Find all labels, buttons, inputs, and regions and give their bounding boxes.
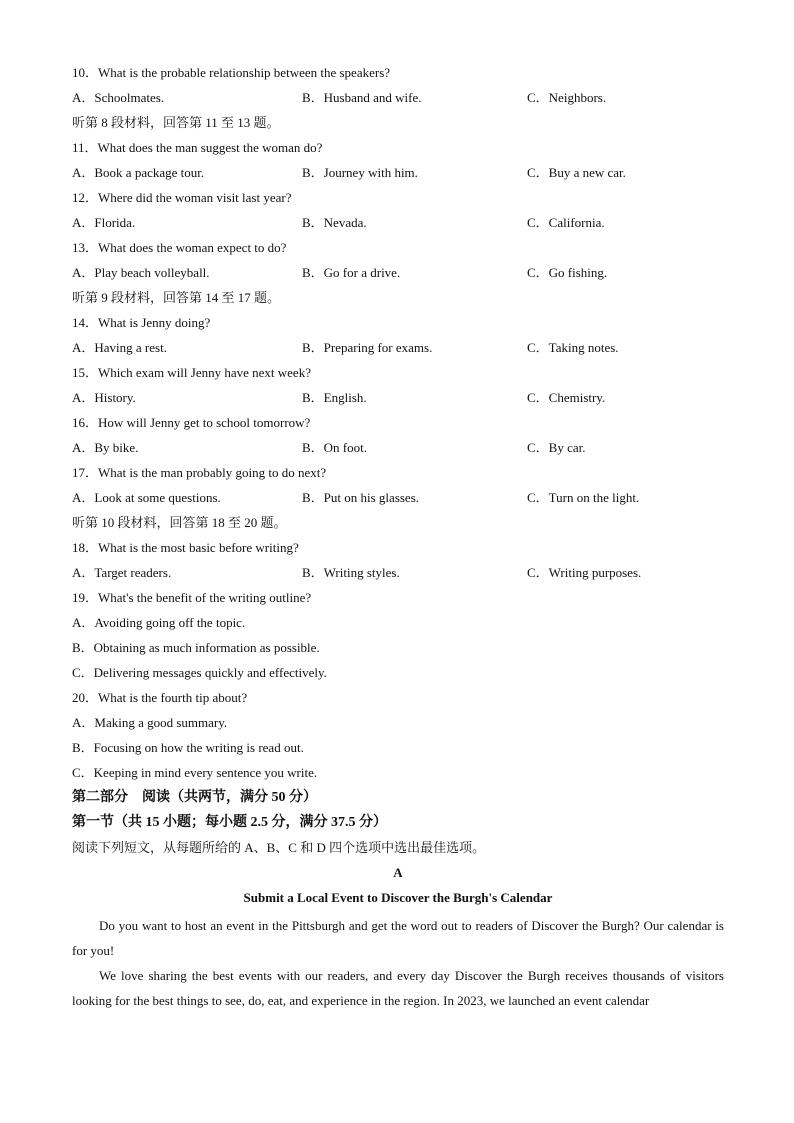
option-a: A．By bike. — [72, 440, 139, 455]
question-11-options — [72, 163, 724, 188]
question-20-stem: 20．What is the fourth tip about? — [72, 690, 248, 705]
option-b: B．Obtaining as much information as possible. — [72, 640, 320, 655]
question-18-options — [72, 563, 724, 588]
option-b: B．On foot. — [302, 440, 368, 455]
option-c: C．Chemistry. — [527, 390, 606, 405]
option-c: C．Writing purposes. — [527, 565, 642, 580]
option-c: C．Go fishing. — [527, 265, 608, 280]
option-b: B．Put on his glasses. — [302, 490, 420, 505]
instruction-segment-9: 听第 9 段材料，回答第 14 至 17 题。 — [72, 290, 281, 305]
question-11-stem: 11．What does the man suggest the woman do? — [72, 140, 323, 155]
instruction-segment-8: 听第 8 段材料，回答第 11 至 13 题。 — [72, 115, 280, 130]
question-18-stem: 18．What is the most basic before writing? — [72, 540, 299, 555]
option-a: A．Play beach volleyball. — [72, 265, 210, 280]
instruction-segment-10: 听第 10 段材料，回答第 18 至 20 题。 — [72, 515, 287, 530]
option-b: B．Writing styles. — [302, 565, 400, 580]
question-16-options — [72, 438, 724, 463]
option-b: B．Go for a drive. — [302, 265, 401, 280]
option-b: B．Focusing on how the writing is read out. — [72, 740, 304, 755]
option-c: C．By car. — [527, 440, 586, 455]
question-13-stem: 13．What does the woman expect to do? — [72, 240, 287, 255]
option-a: A．Target readers. — [72, 565, 172, 580]
part-two-heading: 第二部分 阅读（共两节，满分 50 分） — [72, 790, 317, 805]
option-b: B．Journey with him. — [302, 165, 418, 180]
option-a: A．Avoiding going off the topic. — [72, 615, 246, 630]
passage-title: Submit a Local Event to Discover the Burgh's Calendar — [243, 890, 553, 905]
option-c: C．Turn on the light. — [527, 490, 640, 505]
option-a: A．History. — [72, 390, 136, 405]
question-15-options — [72, 388, 724, 413]
question-14-stem: 14．What is Jenny doing? — [72, 315, 211, 330]
option-c: C．Neighbors. — [527, 90, 607, 105]
question-14-options — [72, 338, 724, 363]
question-10-options — [72, 88, 724, 113]
option-b: B．Husband and wife. — [302, 90, 422, 105]
option-c: C．Taking notes. — [527, 340, 619, 355]
question-17-stem: 17．What is the man probably going to do next? — [72, 465, 327, 480]
option-c: C．Keeping in mind every sentence you write. — [72, 765, 318, 780]
passage-letter: A — [393, 865, 403, 880]
question-13-options — [72, 263, 724, 288]
option-a: A．Having a rest. — [72, 340, 167, 355]
option-b: B．English. — [302, 390, 367, 405]
option-a: A．Making a good summary. — [72, 715, 228, 730]
option-c: C．Delivering messages quickly and effectively. — [72, 665, 327, 680]
option-a: A．Look at some questions. — [72, 490, 221, 505]
question-10-stem: 10．What is the probable relationship between the speakers? — [72, 65, 391, 80]
question-19-stem: 19．What's the benefit of the writing outline? — [72, 590, 312, 605]
passage-paragraph: We love sharing the best events with our readers, and every day Discover the Burgh receives thousands of visitors looking for the best things to see, do, eat, and experience in the region. In 2023, we launched an event calendar — [72, 968, 724, 1008]
option-a: A．Book a package tour. — [72, 165, 205, 180]
question-16-stem: 16．How will Jenny get to school tomorrow? — [72, 415, 311, 430]
page-content — [72, 63, 724, 1013]
reading-instruction: 阅读下列短文，从每题所给的 A、B、C 和 D 四个选项中选出最佳选项。 — [72, 840, 486, 855]
question-17-options — [72, 488, 724, 513]
option-a: A．Florida. — [72, 215, 136, 230]
question-12-stem: 12．Where did the woman visit last year? — [72, 190, 292, 205]
question-12-options — [72, 213, 724, 238]
option-a: A．Schoolmates. — [72, 90, 165, 105]
option-c: C．Buy a new car. — [527, 165, 626, 180]
option-b: B．Preparing for exams. — [302, 340, 433, 355]
section-one-heading: 第一节（共 15 小题；每小题 2.5 分，满分 37.5 分） — [72, 815, 387, 830]
option-b: B．Nevada. — [302, 215, 367, 230]
option-c: C．California. — [527, 215, 605, 230]
question-15-stem: 15．Which exam will Jenny have next week? — [72, 365, 311, 380]
passage-paragraph: Do you want to host an event in the Pittsburgh and get the word out to readers of Discover the Burgh? Our calendar is for you! — [72, 918, 724, 958]
